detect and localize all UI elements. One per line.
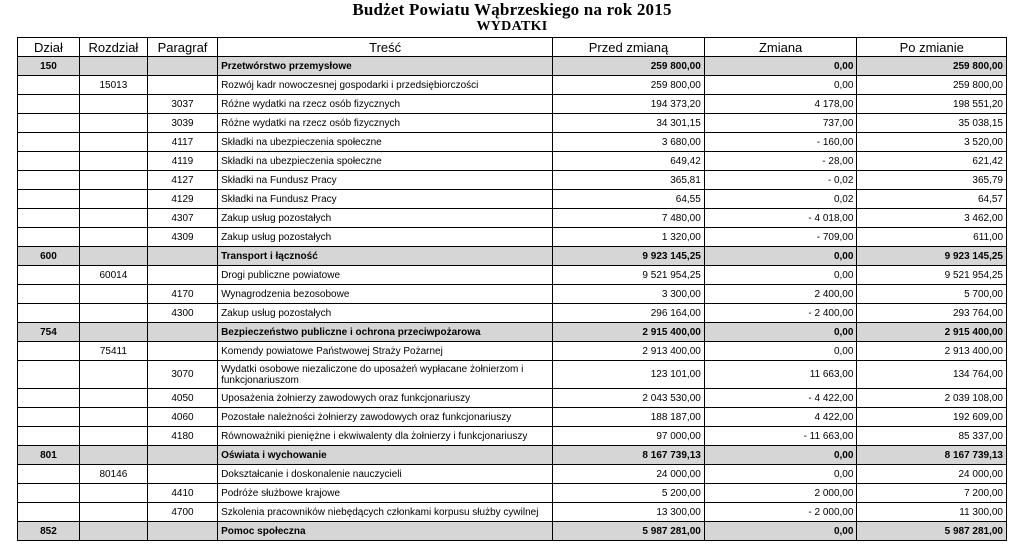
cell-przed-zmiana: 9 521 954,25 [553, 266, 705, 285]
cell-tresc: Komendy powiatowe Państwowej Straży Pożarnej [218, 342, 553, 361]
cell-przed-zmiana: 13 300,00 [553, 503, 705, 522]
cell-przed-zmiana: 1 320,00 [553, 228, 705, 247]
table-row [18, 114, 1007, 133]
cell-zmiana: 0,00 [704, 342, 857, 361]
page-subtitle: WYDATKI [476, 19, 548, 34]
cell-dzial [18, 76, 80, 95]
header-tresc: Treść [218, 38, 553, 57]
section-row [18, 247, 1007, 266]
header-przed-zmiana: Przed zmianą [553, 38, 705, 57]
header-zmiana: Zmiana [704, 38, 857, 57]
cell-paragraf: 4180 [147, 427, 217, 446]
cell-po-zmianie: 85 337,00 [857, 427, 1007, 446]
cell-po-zmianie: 8 167 739,13 [857, 446, 1007, 465]
cell-dzial [18, 190, 80, 209]
cell-zmiana: - 2 000,00 [704, 503, 857, 522]
cell-przed-zmiana: 34 301,15 [553, 114, 705, 133]
cell-rozdzial [79, 228, 147, 247]
cell-dzial [18, 342, 80, 361]
cell-przed-zmiana: 3 300,00 [553, 285, 705, 304]
cell-rozdzial: 15013 [79, 76, 147, 95]
cell-zmiana: 11 663,00 [704, 361, 857, 389]
table-header [18, 38, 1007, 57]
cell-dzial: 150 [18, 57, 80, 76]
cell-tresc: Oświata i wychowanie [218, 446, 553, 465]
cell-rozdzial [79, 361, 147, 389]
cell-po-zmianie: 2 915 400,00 [857, 323, 1007, 342]
cell-dzial [18, 484, 80, 503]
cell-rozdzial [79, 114, 147, 133]
cell-po-zmianie: 11 300,00 [857, 503, 1007, 522]
table-row [18, 285, 1007, 304]
cell-dzial [18, 389, 80, 408]
cell-po-zmianie: 2 913 400,00 [857, 342, 1007, 361]
cell-dzial [18, 228, 80, 247]
cell-rozdzial [79, 209, 147, 228]
cell-paragraf [147, 76, 217, 95]
cell-po-zmianie: 198 551,20 [857, 95, 1007, 114]
table-row [18, 171, 1007, 190]
cell-paragraf: 3037 [147, 95, 217, 114]
cell-dzial: 754 [18, 323, 80, 342]
cell-tresc: Równoważniki pieniężne i ekwiwalenty dla żołnierzy i funkcjonariuszy [218, 427, 553, 446]
table-row [18, 503, 1007, 522]
cell-zmiana: 737,00 [704, 114, 857, 133]
section-row [18, 522, 1007, 541]
cell-tresc: Różne wydatki na rzecz osób fizycznych [218, 95, 553, 114]
chapter-row [18, 465, 1007, 484]
cell-rozdzial [79, 57, 147, 76]
cell-po-zmianie: 5 987 281,00 [857, 522, 1007, 541]
cell-tresc: Wydatki osobowe niezaliczone do uposażeń wypłacane żołnierzom i funkcjonariuszom [218, 361, 553, 389]
cell-rozdzial [79, 171, 147, 190]
cell-po-zmianie: 3 462,00 [857, 209, 1007, 228]
cell-przed-zmiana: 2 043 530,00 [553, 389, 705, 408]
cell-tresc: Uposażenia żołnierzy zawodowych oraz funkcjonariuszy [218, 389, 553, 408]
table-row [18, 427, 1007, 446]
cell-zmiana: - 11 663,00 [704, 427, 857, 446]
cell-paragraf [147, 446, 217, 465]
cell-tresc: Dokształcanie i doskonalenie nauczycieli [218, 465, 553, 484]
budget-table [17, 37, 1007, 541]
cell-dzial [18, 133, 80, 152]
cell-tresc: Wynagrodzenia bezosobowe [218, 285, 553, 304]
cell-dzial [18, 503, 80, 522]
header-po-zmianie: Po zmianie [857, 38, 1007, 57]
table-row [18, 190, 1007, 209]
cell-przed-zmiana: 3 680,00 [553, 133, 705, 152]
cell-tresc: Podróże służbowe krajowe [218, 484, 553, 503]
cell-po-zmianie: 5 700,00 [857, 285, 1007, 304]
table-body [18, 57, 1007, 541]
cell-paragraf [147, 247, 217, 266]
chapter-row [18, 342, 1007, 361]
cell-tresc: Składki na Fundusz Pracy [218, 190, 553, 209]
cell-zmiana: 0,00 [704, 465, 857, 484]
cell-rozdzial [79, 285, 147, 304]
cell-dzial [18, 114, 80, 133]
table-row [18, 95, 1007, 114]
cell-rozdzial: 60014 [79, 266, 147, 285]
cell-zmiana: 0,00 [704, 247, 857, 266]
cell-tresc: Rozwój kadr nowoczesnej gospodarki i przedsiębiorczości [218, 76, 553, 95]
cell-przed-zmiana: 365,81 [553, 171, 705, 190]
cell-zmiana: 2 000,00 [704, 484, 857, 503]
cell-po-zmianie: 3 520,00 [857, 133, 1007, 152]
cell-po-zmianie: 621,42 [857, 152, 1007, 171]
table-row [18, 209, 1007, 228]
cell-zmiana: 0,00 [704, 266, 857, 285]
cell-przed-zmiana: 188 187,00 [553, 408, 705, 427]
cell-dzial: 801 [18, 446, 80, 465]
cell-dzial [18, 304, 80, 323]
cell-tresc: Bezpieczeństwo publiczne i ochrona przeciwpożarowa [218, 323, 553, 342]
cell-zmiana: 0,00 [704, 323, 857, 342]
cell-dzial [18, 171, 80, 190]
cell-zmiana: 0,00 [704, 522, 857, 541]
header-paragraf: Paragraf [147, 38, 217, 57]
cell-tresc: Drogi publiczne powiatowe [218, 266, 553, 285]
cell-paragraf [147, 522, 217, 541]
cell-tresc: Pozostałe należności żołnierzy zawodowych oraz funkcjonariuszy [218, 408, 553, 427]
table-row [18, 133, 1007, 152]
cell-paragraf [147, 465, 217, 484]
cell-paragraf: 4119 [147, 152, 217, 171]
cell-przed-zmiana: 259 800,00 [553, 57, 705, 76]
cell-rozdzial [79, 389, 147, 408]
cell-po-zmianie: 611,00 [857, 228, 1007, 247]
cell-rozdzial [79, 427, 147, 446]
cell-tresc: Składki na Fundusz Pracy [218, 171, 553, 190]
cell-zmiana: - 28,00 [704, 152, 857, 171]
cell-paragraf: 4410 [147, 484, 217, 503]
cell-po-zmianie: 293 764,00 [857, 304, 1007, 323]
page-title: Budżet Powiatu Wąbrzeskiego na rok 2015 [352, 0, 672, 19]
cell-zmiana: - 4 018,00 [704, 209, 857, 228]
cell-paragraf: 4700 [147, 503, 217, 522]
cell-zmiana: 0,00 [704, 446, 857, 465]
cell-zmiana: - 4 422,00 [704, 389, 857, 408]
cell-rozdzial [79, 133, 147, 152]
section-row [18, 57, 1007, 76]
cell-tresc: Zakup usług pozostałych [218, 304, 553, 323]
cell-rozdzial [79, 323, 147, 342]
cell-paragraf [147, 57, 217, 76]
cell-po-zmianie: 259 800,00 [857, 76, 1007, 95]
cell-rozdzial [79, 95, 147, 114]
cell-przed-zmiana: 123 101,00 [553, 361, 705, 389]
cell-tresc: Zakup usług pozostałych [218, 228, 553, 247]
section-row [18, 446, 1007, 465]
cell-zmiana: - 0,02 [704, 171, 857, 190]
chapter-row [18, 266, 1007, 285]
cell-paragraf [147, 342, 217, 361]
cell-tresc: Składki na ubezpieczenia społeczne [218, 152, 553, 171]
cell-paragraf: 3070 [147, 361, 217, 389]
cell-rozdzial [79, 503, 147, 522]
cell-przed-zmiana: 5 200,00 [553, 484, 705, 503]
cell-przed-zmiana: 8 167 739,13 [553, 446, 705, 465]
cell-tresc: Składki na ubezpieczenia społeczne [218, 133, 553, 152]
cell-po-zmianie: 7 200,00 [857, 484, 1007, 503]
cell-paragraf: 4127 [147, 171, 217, 190]
cell-przed-zmiana: 259 800,00 [553, 76, 705, 95]
cell-rozdzial [79, 247, 147, 266]
cell-rozdzial [79, 190, 147, 209]
cell-dzial [18, 266, 80, 285]
cell-przed-zmiana: 9 923 145,25 [553, 247, 705, 266]
chapter-row [18, 76, 1007, 95]
cell-przed-zmiana: 194 373,20 [553, 95, 705, 114]
cell-po-zmianie: 24 000,00 [857, 465, 1007, 484]
header-rozdzial: Rozdział [79, 38, 147, 57]
cell-rozdzial [79, 446, 147, 465]
cell-przed-zmiana: 296 164,00 [553, 304, 705, 323]
cell-po-zmianie: 259 800,00 [857, 57, 1007, 76]
cell-rozdzial [79, 408, 147, 427]
header-row [18, 38, 1007, 57]
cell-paragraf: 4309 [147, 228, 217, 247]
cell-paragraf: 4129 [147, 190, 217, 209]
cell-przed-zmiana: 2 915 400,00 [553, 323, 705, 342]
cell-paragraf [147, 266, 217, 285]
table-row [18, 361, 1007, 389]
cell-paragraf [147, 323, 217, 342]
cell-po-zmianie: 134 764,00 [857, 361, 1007, 389]
cell-rozdzial: 75411 [79, 342, 147, 361]
cell-dzial: 600 [18, 247, 80, 266]
cell-dzial [18, 427, 80, 446]
cell-paragraf: 4117 [147, 133, 217, 152]
cell-zmiana: 0,02 [704, 190, 857, 209]
cell-rozdzial: 80146 [79, 465, 147, 484]
cell-zmiana: 0,00 [704, 76, 857, 95]
cell-rozdzial [79, 152, 147, 171]
header-dzial: Dział [18, 38, 80, 57]
cell-dzial [18, 152, 80, 171]
cell-rozdzial [79, 304, 147, 323]
cell-rozdzial [79, 484, 147, 503]
cell-paragraf: 4060 [147, 408, 217, 427]
cell-po-zmianie: 192 609,00 [857, 408, 1007, 427]
cell-zmiana: - 2 400,00 [704, 304, 857, 323]
cell-zmiana: 0,00 [704, 57, 857, 76]
cell-dzial: 852 [18, 522, 80, 541]
table-row [18, 484, 1007, 503]
table-row [18, 389, 1007, 408]
section-row [18, 323, 1007, 342]
cell-tresc: Różne wydatki na rzecz osób fizycznych [218, 114, 553, 133]
cell-przed-zmiana: 24 000,00 [553, 465, 705, 484]
cell-dzial [18, 408, 80, 427]
cell-zmiana: - 160,00 [704, 133, 857, 152]
cell-zmiana: 4 178,00 [704, 95, 857, 114]
cell-dzial [18, 285, 80, 304]
cell-po-zmianie: 35 038,15 [857, 114, 1007, 133]
cell-dzial [18, 465, 80, 484]
cell-zmiana: 2 400,00 [704, 285, 857, 304]
cell-zmiana: 4 422,00 [704, 408, 857, 427]
cell-dzial [18, 95, 80, 114]
cell-paragraf: 4050 [147, 389, 217, 408]
table-row [18, 228, 1007, 247]
table-row [18, 152, 1007, 171]
cell-tresc: Zakup usług pozostałych [218, 209, 553, 228]
cell-rozdzial [79, 522, 147, 541]
cell-po-zmianie: 9 521 954,25 [857, 266, 1007, 285]
cell-przed-zmiana: 7 480,00 [553, 209, 705, 228]
cell-tresc: Szkolenia pracowników niebędących członkami korpusu służby cywilnej [218, 503, 553, 522]
cell-dzial [18, 361, 80, 389]
table-row [18, 408, 1007, 427]
cell-zmiana: - 709,00 [704, 228, 857, 247]
cell-przed-zmiana: 2 913 400,00 [553, 342, 705, 361]
cell-przed-zmiana: 64,55 [553, 190, 705, 209]
table-row [18, 304, 1007, 323]
cell-po-zmianie: 365,79 [857, 171, 1007, 190]
cell-przed-zmiana: 5 987 281,00 [553, 522, 705, 541]
cell-dzial [18, 209, 80, 228]
cell-tresc: Transport i łączność [218, 247, 553, 266]
cell-paragraf: 4170 [147, 285, 217, 304]
cell-tresc: Pomoc społeczna [218, 522, 553, 541]
cell-paragraf: 4300 [147, 304, 217, 323]
cell-przed-zmiana: 97 000,00 [553, 427, 705, 446]
cell-po-zmianie: 64,57 [857, 190, 1007, 209]
cell-paragraf: 3039 [147, 114, 217, 133]
cell-tresc: Przetwórstwo przemysłowe [218, 57, 553, 76]
cell-po-zmianie: 2 039 108,00 [857, 389, 1007, 408]
cell-po-zmianie: 9 923 145,25 [857, 247, 1007, 266]
cell-paragraf: 4307 [147, 209, 217, 228]
cell-przed-zmiana: 649,42 [553, 152, 705, 171]
